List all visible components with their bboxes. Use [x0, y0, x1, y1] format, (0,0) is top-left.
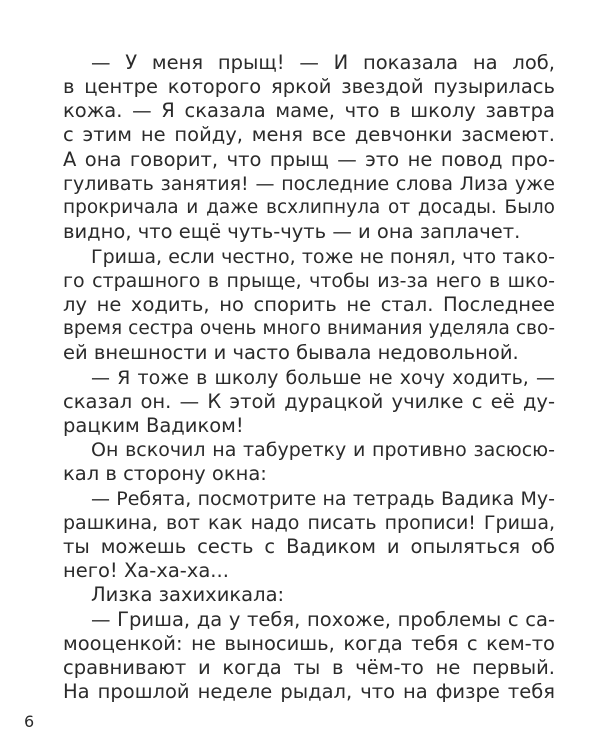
text-line: ты можешь сесть с Вадиком и опыляться об: [63, 535, 555, 558]
text-line: прокричала и даже всхлипнула от досады. Было: [63, 197, 555, 218]
text-line: мооценкой: не выносишь, когда тебя с кем-то: [63, 632, 555, 655]
page-number: 6: [24, 712, 35, 731]
text-line: На прошлой неделе рыдал, что на физре тебя: [63, 680, 555, 703]
text-line: видно, что ещё чуть-чуть — и она заплачет.: [63, 220, 521, 243]
text-line: сравнивают и когда ты в чём-то не первый.: [63, 656, 555, 679]
text-line: рашкина, вот как надо писать прописи! Гриша,: [63, 512, 555, 534]
text-line: него! Ха-ха-ха...: [63, 559, 229, 582]
text-line: с этим не пойду, меня все девчонки засмеют.: [63, 123, 555, 146]
text-line: — Я тоже в школу больше не хочу ходить, —: [91, 367, 555, 389]
text-line: — Гриша, да у тебя, похоже, проблемы с са-: [91, 608, 555, 631]
text-line: лу не ходить, но спорить не стал. Последнее: [63, 293, 555, 316]
text-line: гуливать занятия! — последние слова Лиза уже: [63, 173, 555, 195]
text-line: рацким Вадиком!: [63, 414, 244, 437]
text-line: Он вскочил на табуретку и противно засюсю-: [91, 439, 555, 461]
text-line: ей внешности и часто бывала недовольной.: [63, 341, 519, 364]
text-line: — У меня прыщ! — И показала на лоб,: [91, 51, 555, 74]
text-line: — Ребята, посмотрите на тетрадь Вадика Му-: [91, 488, 555, 510]
text-line: А она говорит, что прыщ — это не повод про-: [63, 148, 555, 171]
text-line: Гриша, если честно, тоже не понял, что тако-: [91, 246, 555, 268]
text-line: в центре которого яркой звездой пузырилась: [63, 75, 555, 98]
text-line: сказал он. — К этой дурацкой училке с её ду-: [63, 390, 555, 413]
text-line: Лизка захихикала:: [91, 583, 285, 606]
text-line: время сестра очень много внимания уделяла сво-: [63, 318, 555, 339]
text-line: го страшного в прыще, чтобы из-за него в шко-: [63, 270, 555, 292]
text-line: кожа. — Я сказала маме, что в школу завтра: [63, 99, 555, 122]
text-line: кал в сторону окна:: [63, 462, 267, 485]
